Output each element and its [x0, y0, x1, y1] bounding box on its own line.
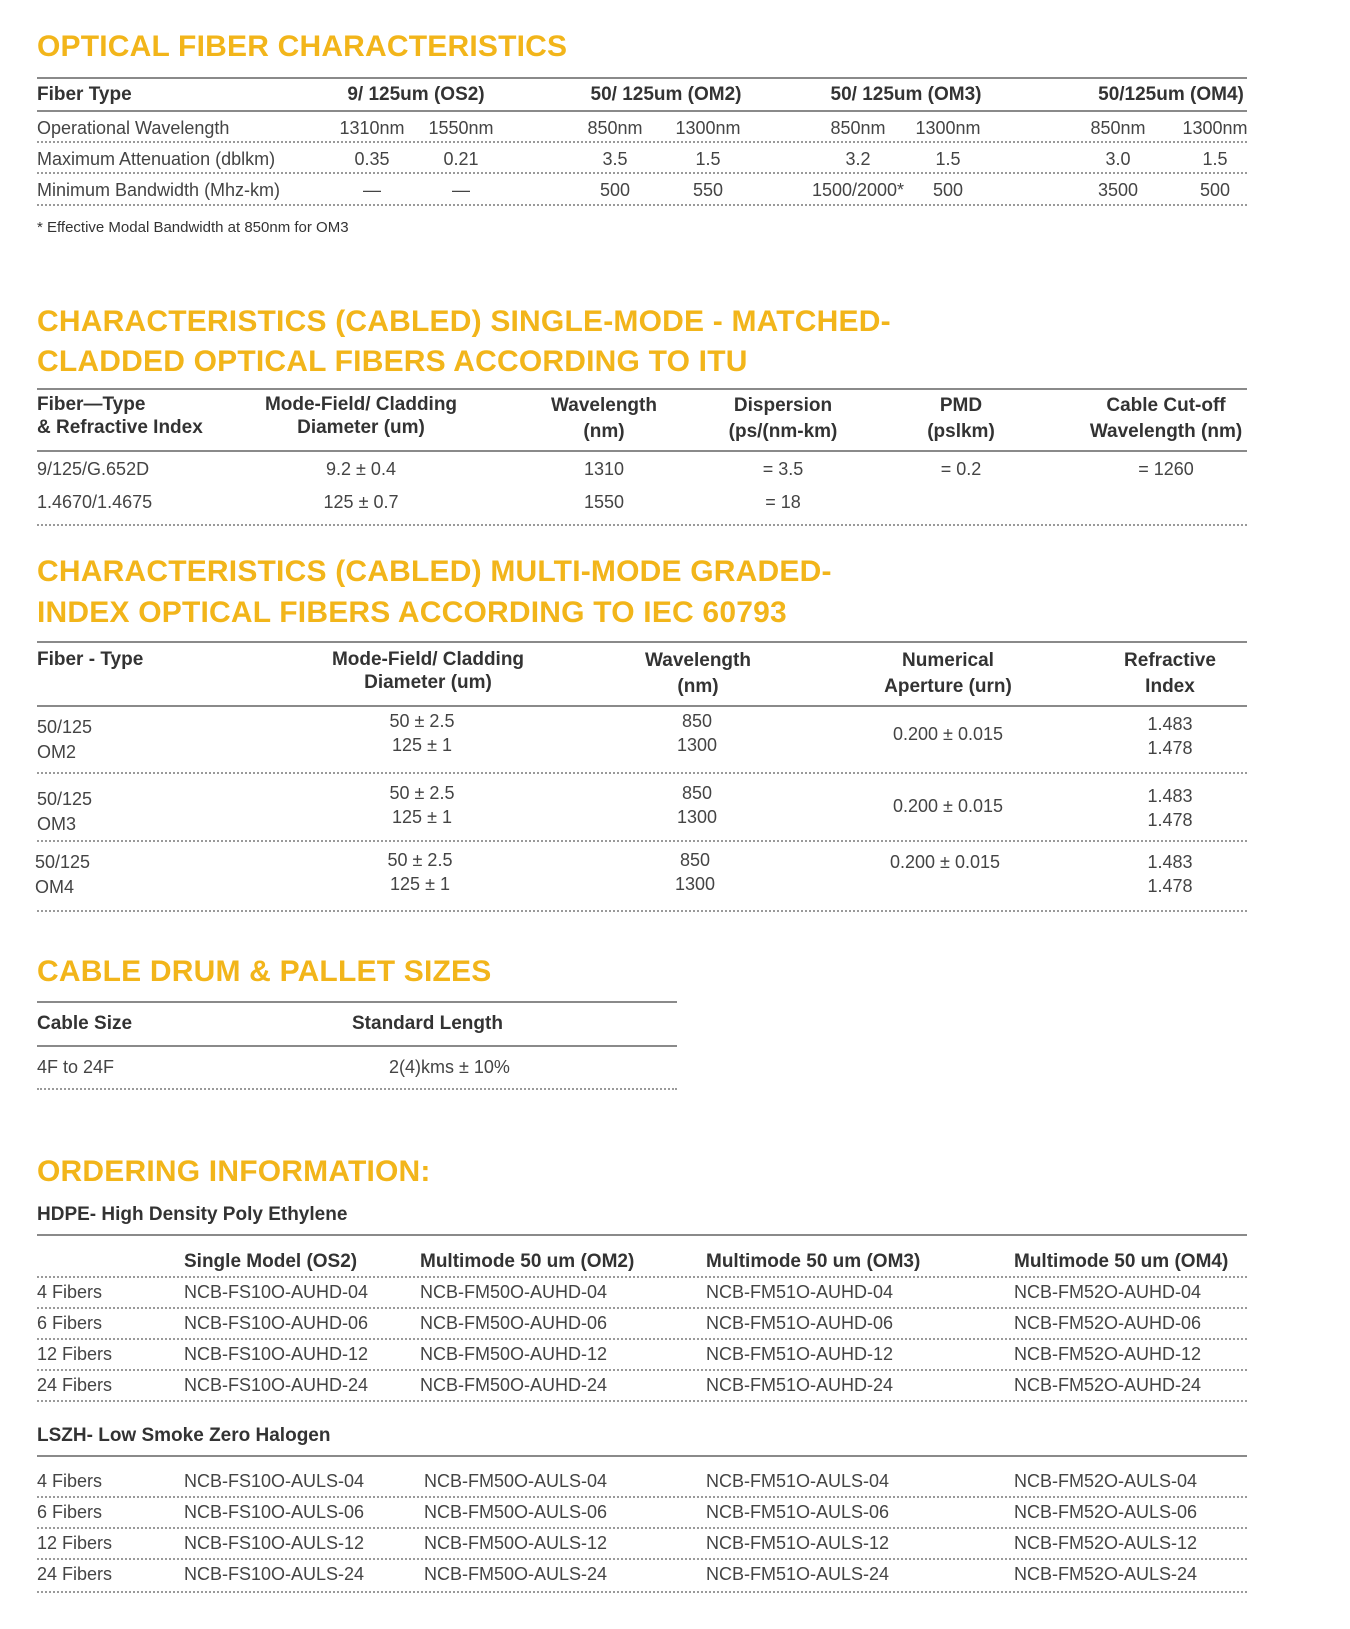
header-om3: Multimode 50 um (OM3) [706, 1251, 921, 1272]
cell-line: 125 ± 1 [392, 735, 452, 755]
header-line: Wavelength [551, 395, 657, 416]
section-title-cable-drum: CABLE DRUM & PALLET SIZES [37, 955, 492, 988]
table-cell: 850nm [587, 118, 643, 138]
header-line: Index [1145, 676, 1195, 697]
table-cell [35, 850, 90, 900]
header-fiber-type [37, 393, 203, 439]
header-line: Refractive [1124, 650, 1216, 671]
table-cell: = 1260 [1138, 459, 1194, 479]
divider [37, 141, 1247, 143]
divider [37, 1369, 1247, 1371]
table-cell: 1.5 [695, 149, 721, 169]
divider [37, 1001, 677, 1003]
header-line: (nm) [583, 421, 625, 442]
order-code: NCB-FM50O-AULS-12 [424, 1533, 608, 1553]
header-line: Fiber—Type [37, 394, 146, 415]
order-code: NCB-FM52O-AULS-06 [1014, 1502, 1198, 1522]
order-code: NCB-FM52O-AUHD-04 [1014, 1282, 1202, 1302]
cell-line: 1.483 [1147, 852, 1193, 872]
table-cell [390, 781, 455, 829]
divider [37, 840, 1247, 842]
order-code: NCB-FM50O-AULS-24 [424, 1564, 608, 1584]
order-code: NCB-FS10O-AUHD-24 [184, 1375, 369, 1395]
divider [37, 1400, 1247, 1402]
divider [37, 204, 1247, 206]
order-code: NCB-FM50O-AULS-04 [424, 1471, 608, 1491]
divider [37, 1338, 1247, 1340]
divider [37, 524, 1247, 526]
footnote: * Effective Modal Bandwidth at 850nm for OM3 [37, 219, 349, 236]
order-code: NCB-FM52O-AULS-04 [1014, 1471, 1198, 1491]
header-numerical-aperture [884, 648, 1012, 700]
table-cell: 500 [932, 180, 964, 200]
table-cell: 550 [692, 180, 724, 200]
row-label: Minimum Bandwidth (Mhz-km) [37, 180, 281, 200]
table-cell [1147, 784, 1192, 832]
header-line: Diameter (um) [364, 672, 492, 693]
cell-line: 125 ± 1 [392, 807, 452, 827]
header-os2: Single Model (OS2) [184, 1251, 358, 1272]
header-mode-field [332, 648, 524, 694]
section-title-optical-fiber: OPTICAL FIBER CHARACTERISTICS [37, 30, 568, 63]
order-code: NCB-FM51O-AULS-24 [706, 1564, 890, 1584]
table-cell [37, 787, 92, 837]
divider [37, 1496, 1247, 1498]
divider [37, 1276, 1247, 1278]
header-cable-size: Cable Size [37, 1013, 133, 1034]
header-om2: 50/ 125um (OM2) [590, 84, 742, 105]
header-line: (ps/(nm-km) [728, 421, 838, 442]
header-wavelength [645, 648, 751, 700]
cell-line: OM3 [37, 814, 77, 834]
order-code: NCB-FM51O-AUHD-12 [706, 1344, 894, 1364]
table-cell [1147, 712, 1192, 760]
header-os2: 9/ 125um (OS2) [347, 84, 485, 105]
order-code: NCB-FM51O-AUHD-24 [706, 1375, 894, 1395]
table-cell: 3.5 [602, 149, 628, 169]
header-line: PMD [939, 395, 983, 416]
table-cell: 1550 [583, 492, 625, 512]
cell-line: 1.478 [1147, 810, 1193, 830]
table-cell: 1550nm [428, 118, 494, 138]
divider [37, 1591, 1247, 1593]
row-label: 4 Fibers [37, 1282, 103, 1302]
table-cell: 0.200 ± 0.015 [890, 852, 1000, 872]
header-standard-length: Standard Length [352, 1013, 503, 1034]
row-label: 6 Fibers [37, 1313, 103, 1333]
table-cell: 850nm [1090, 118, 1146, 138]
cell-line: 850 [681, 711, 713, 731]
table-cell: 1.5 [935, 149, 961, 169]
cell-line: 125 ± 1 [390, 874, 450, 894]
header-line: Cable Cut-off [1106, 395, 1226, 416]
divider [37, 1307, 1247, 1309]
header-line: Diameter (um) [297, 417, 425, 438]
row-label: Operational Wavelength [37, 118, 230, 138]
table-cell: 2(4)kms ± 10% [389, 1057, 510, 1077]
order-code: NCB-FM52O-AULS-12 [1014, 1533, 1198, 1553]
table-cell: 0.200 ± 0.015 [893, 796, 1003, 816]
divider [37, 641, 1247, 643]
table-cell: 0.21 [443, 149, 479, 169]
table-cell: 1.5 [1202, 149, 1228, 169]
divider [37, 1527, 1247, 1529]
order-code: NCB-FS10O-AUHD-12 [184, 1344, 369, 1364]
divider [37, 77, 1247, 79]
header-line: Wavelength (nm) [1089, 421, 1243, 442]
header-wavelength [551, 393, 657, 445]
row-label: 4 Fibers [37, 1471, 103, 1491]
table-cell: — [452, 180, 470, 200]
order-code: NCB-FM50O-AULS-06 [424, 1502, 608, 1522]
row-label: 6 Fibers [37, 1502, 103, 1522]
table-cell: 1300nm [915, 118, 981, 138]
cell-line: OM2 [37, 742, 77, 762]
cell-line: 1.478 [1147, 876, 1193, 896]
order-code: NCB-FM52O-AUHD-24 [1014, 1375, 1202, 1395]
row-label: 24 Fibers [37, 1564, 113, 1584]
header-line: Wavelength [645, 650, 751, 671]
header-line: (nm) [677, 676, 719, 697]
order-code: NCB-FM51O-AULS-06 [706, 1502, 890, 1522]
section-title-multi-mode-line2: INDEX OPTICAL FIBERS ACCORDING TO IEC 60793 [37, 596, 787, 629]
table-cell: = 18 [765, 492, 801, 512]
cell-line: OM4 [35, 877, 75, 897]
order-code: NCB-FM51O-AULS-04 [706, 1471, 890, 1491]
header-line: Aperture (urn) [884, 676, 1012, 697]
subheading-lszh: LSZH- Low Smoke Zero Halogen [37, 1425, 331, 1446]
cell-line: 50 ± 2.5 [389, 711, 455, 731]
table-cell: 9.2 ± 0.4 [326, 459, 396, 479]
divider [37, 1088, 677, 1090]
subheading-hdpe: HDPE- High Density Poly Ethylene [37, 1204, 348, 1225]
table-cell: 3.2 [845, 149, 871, 169]
order-code: NCB-FS10O-AULS-04 [184, 1471, 365, 1491]
row-label: 12 Fibers [37, 1533, 113, 1553]
cell-line: 850 [679, 850, 711, 870]
divider [37, 110, 1247, 112]
divider [37, 172, 1247, 174]
table-cell: — [363, 180, 381, 200]
order-code: NCB-FS10O-AULS-24 [184, 1564, 365, 1584]
table-cell: = 3.5 [762, 459, 804, 479]
table-cell: 1300nm [675, 118, 741, 138]
header-om4: 50/125um (OM4) [1098, 84, 1244, 105]
header-line: Numerical [902, 650, 994, 671]
header-line: Mode-Field/ Cladding [264, 394, 458, 415]
table-cell [388, 848, 453, 896]
divider [37, 1234, 1247, 1236]
divider [37, 388, 1247, 390]
table-cell: 500 [599, 180, 631, 200]
table-cell: 1310 [583, 459, 625, 479]
order-code: NCB-FM50O-AUHD-12 [420, 1344, 608, 1364]
header-fiber-type: Fiber - Type [37, 649, 144, 670]
divider [37, 772, 1247, 774]
cell-line: 1.483 [1147, 786, 1193, 806]
order-code: NCB-FM50O-AUHD-24 [420, 1375, 608, 1395]
cell-line: 850 [681, 783, 713, 803]
header-line: & Refractive Index [37, 417, 203, 438]
table-cell: 1500/2000* [811, 180, 905, 200]
header-pmd [927, 393, 995, 445]
section-title-multi-mode: CHARACTERISTICS (CABLED) MULTI-MODE GRADED- [37, 555, 832, 588]
header-dispersion [729, 393, 838, 445]
table-cell: = 0.2 [940, 459, 982, 479]
divider [37, 450, 1247, 452]
header-om3: 50/ 125um (OM3) [830, 84, 982, 105]
header-line: (pslkm) [927, 421, 995, 442]
table-cell: 500 [1199, 180, 1231, 200]
table-cell: 850nm [830, 118, 886, 138]
row-label: 12 Fibers [37, 1344, 113, 1364]
order-code: NCB-FM52O-AUHD-06 [1014, 1313, 1202, 1333]
table-cell [677, 781, 717, 829]
table-cell: 125 ± 0.7 [323, 492, 399, 512]
order-code: NCB-FM51O-AULS-12 [706, 1533, 890, 1553]
order-code: NCB-FM51O-AUHD-04 [706, 1282, 894, 1302]
divider [37, 705, 1247, 707]
header-cutoff [1090, 393, 1242, 445]
row-label: Maximum Attenuation (dblkm) [37, 149, 276, 169]
cell-line: 50/125 [37, 789, 93, 809]
table-cell: 9/125/G.652D [37, 459, 150, 479]
table-cell [37, 715, 92, 765]
order-code: NCB-FM52O-AUHD-12 [1014, 1344, 1202, 1364]
order-code: NCB-FM50O-AUHD-06 [420, 1313, 608, 1333]
cell-line: 50 ± 2.5 [387, 850, 453, 870]
table-cell: 0.200 ± 0.015 [893, 724, 1003, 744]
table-cell [675, 848, 715, 896]
cell-line: 50/125 [37, 717, 93, 737]
table-cell: 4F to 24F [37, 1057, 115, 1077]
order-code: NCB-FM50O-AUHD-04 [420, 1282, 608, 1302]
divider [37, 1045, 677, 1047]
header-om4: Multimode 50 um (OM4) [1014, 1251, 1229, 1272]
header-fiber-type: Fiber Type [37, 84, 132, 105]
table-cell: 1300nm [1182, 118, 1248, 138]
table-cell: 1310nm [339, 118, 405, 138]
cell-line: 1.483 [1147, 714, 1193, 734]
table-cell: 3.0 [1105, 149, 1131, 169]
row-label: 24 Fibers [37, 1375, 113, 1395]
table-cell: 3500 [1097, 180, 1139, 200]
order-code: NCB-FS10O-AULS-12 [184, 1533, 365, 1553]
cell-line: 1300 [674, 874, 716, 894]
section-title-single-mode: CHARACTERISTICS (CABLED) SINGLE-MODE - MATCHED- [37, 305, 891, 338]
table-cell [390, 709, 455, 757]
cell-line: 50 ± 2.5 [389, 783, 455, 803]
section-title-single-mode-line2: CLADDED OPTICAL FIBERS ACCORDING TO ITU [37, 345, 748, 378]
order-code: NCB-FS10O-AULS-06 [184, 1502, 365, 1522]
cell-line: 1300 [676, 735, 718, 755]
section-title-ordering-info: ORDERING INFORMATION: [37, 1155, 431, 1188]
header-om2: Multimode 50 um (OM2) [420, 1251, 635, 1272]
header-refractive-index [1124, 648, 1216, 700]
table-cell [1147, 850, 1192, 898]
header-line: Mode-Field/ Cladding [331, 649, 525, 670]
order-code: NCB-FS10O-AUHD-04 [184, 1282, 369, 1302]
table-cell [677, 709, 717, 757]
divider [37, 1558, 1247, 1560]
divider [37, 1455, 1247, 1457]
cell-line: 50/125 [35, 852, 91, 872]
header-line: Dispersion [733, 395, 833, 416]
order-code: NCB-FM52O-AULS-24 [1014, 1564, 1198, 1584]
table-cell: 0.35 [354, 149, 390, 169]
header-mode-field [265, 393, 457, 439]
table-cell: 1.4670/1.4675 [37, 492, 153, 512]
order-code: NCB-FS10O-AUHD-06 [184, 1313, 369, 1333]
order-code: NCB-FM51O-AUHD-06 [706, 1313, 894, 1333]
cell-line: 1300 [676, 807, 718, 827]
cell-line: 1.478 [1147, 738, 1193, 758]
divider [37, 910, 1247, 912]
